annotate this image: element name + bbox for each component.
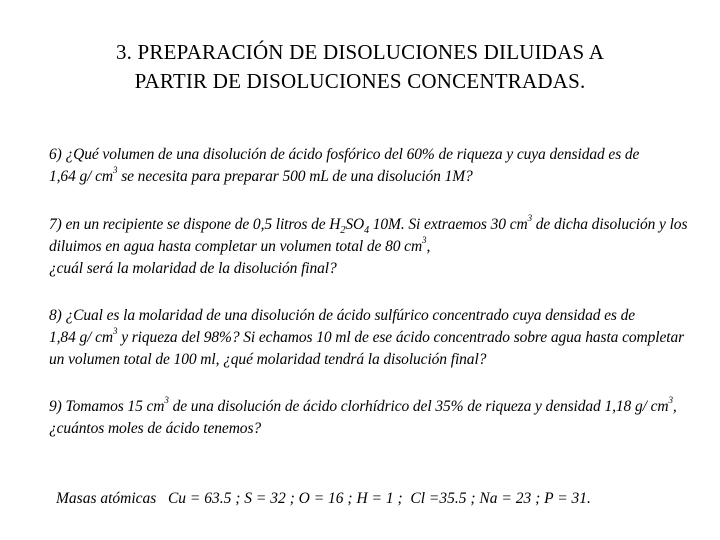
problem-6 bbox=[49, 144, 679, 188]
problem-6-line-2-rest: se necesita para preparar 500 mL de una disolución 1M? bbox=[117, 168, 473, 185]
problem-8 bbox=[49, 305, 685, 371]
problem-7-line-3: ¿cuál será la molaridad de la disolución final? bbox=[49, 260, 337, 277]
superscript: 3 bbox=[422, 234, 427, 245]
problem-7-line-2 bbox=[49, 236, 679, 258]
title-line-1: 3. PREPARACIÓN DE DISOLUCIONES DILUIDAS A bbox=[115, 40, 605, 64]
problem-9-line-1 bbox=[49, 396, 679, 418]
text-segment: , bbox=[672, 398, 677, 415]
title-line-2: PARTIR DE DISOLUCIONES CONCENTRADAS. bbox=[134, 69, 586, 93]
text-segment: , bbox=[426, 238, 431, 255]
subscript: 4 bbox=[364, 225, 369, 237]
text-segment: SO bbox=[345, 216, 365, 233]
superscript: 3 bbox=[113, 325, 118, 336]
text-segment: de dicha disolución y los bbox=[531, 216, 688, 233]
superscript: 3 bbox=[668, 394, 673, 405]
problem-9-line-2: ¿cuántos moles de ácido tenemos? bbox=[49, 420, 262, 437]
problem-8-line-2 bbox=[49, 325, 685, 349]
problem-9 bbox=[49, 396, 679, 440]
problem-6-density: 1,64 g/ cm bbox=[49, 168, 114, 185]
text-segment: 9) Tomamos 15 cm bbox=[49, 398, 165, 415]
problem-8-line-3: un volumen total de 100 ml, ¿qué molaridad tendrá la disolución final? bbox=[49, 351, 487, 368]
text-segment: 10M. Si extraemos 30 cm bbox=[368, 216, 528, 233]
problem-7 bbox=[49, 212, 688, 280]
problem-8-line-1: 8) ¿Cual es la molaridad de una disolución de ácido sulfúrico concentrado cuya densidad es de bbox=[49, 307, 636, 324]
superscript: 3 bbox=[113, 164, 118, 175]
slide-title bbox=[40, 38, 680, 96]
superscript: 3 bbox=[164, 394, 169, 405]
subscript: 2 bbox=[340, 225, 346, 237]
problem-6-line-1: 6) ¿Qué volumen de una disolución de ácido fosfórico del 60% de riqueza y cuya densidad es de bbox=[49, 146, 640, 163]
superscript: 3 bbox=[527, 212, 532, 223]
text-segment: y riqueza del 98%? Si echamos 10 ml de ese ácido concentrado sobre agua hasta completar bbox=[117, 329, 685, 346]
problem-6-line-2 bbox=[49, 166, 679, 188]
text-segment: 1,84 g/ cm bbox=[49, 329, 114, 346]
text-segment: 7) en un recipiente se dispone de 0,5 litros de H bbox=[49, 216, 341, 233]
text-segment: diluimos en agua hasta completar un volumen total de 80 cm bbox=[49, 238, 423, 255]
text-segment: de una disolución de ácido clorhídrico del 35% de riqueza y densidad 1,18 g/ cm bbox=[168, 398, 669, 415]
problem-7-line-1 bbox=[49, 212, 688, 237]
atomic-masses: Masas atómicas Cu = 63.5 ; S = 32 ; O = 16 ; H = 1 ; Cl =35.5 ; Na = 23 ; P = 31. bbox=[56, 490, 591, 507]
